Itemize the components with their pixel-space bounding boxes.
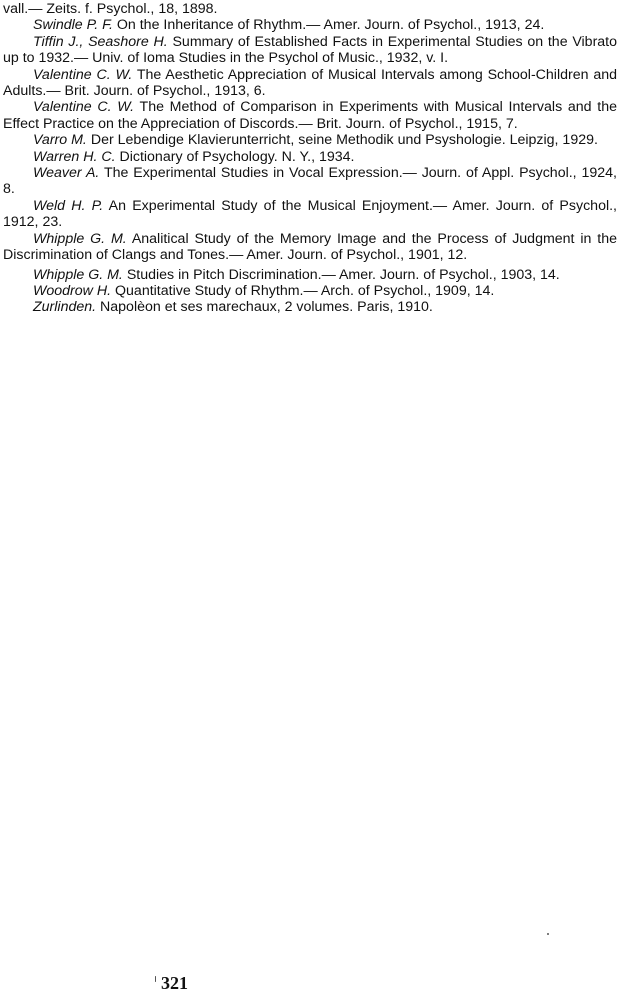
entry-text: Dictionary of Psychology. N. Y., 1934.: [115, 148, 355, 165]
entry-text: The Experimental Studies in Vocal Expression.— Journ. of Appl. Psychol., 1924, 8.: [3, 165, 617, 198]
bibliography-entry: [3, 17, 617, 33]
entry-author: Valentine C. W.: [33, 99, 135, 116]
bibliography-entry: [3, 99, 617, 132]
entry-text: On the Inheritance of Rhythm.— Amer. Journ. of Psychol., 1913, 24.: [112, 17, 545, 34]
entry-text: Analitical Study of the Memory Image and the Process of Judgment in the Discrimination of Clangs and Tones.— Amer. Journ. of Psychol., 1901, 12.: [3, 230, 617, 264]
entry-text: Studies in Pitch Discrimination.— Amer. Journ. of Psychol., 1903, 14.: [122, 266, 560, 283]
bibliography-list: [3, 1, 617, 316]
entry-author: Weld H. P.: [33, 197, 104, 214]
bibliography-entry: [3, 299, 617, 315]
entry-text: Summary of Established Facts in Experimental Studies on the Vibrato up to 1932.— Univ. of Ioma Studies in the Psychol of Music., 1932, v. I.: [3, 33, 618, 67]
bibliography-entry: [3, 132, 617, 148]
entry-author: Swindle P. F.: [33, 17, 113, 34]
print-mark: [155, 976, 156, 982]
bibliography-entry: [3, 283, 617, 299]
entry-author: Warren H. C.: [33, 148, 116, 165]
page-number: 321: [161, 973, 188, 993]
bibliography-entry: [3, 149, 617, 165]
entry-author: Woodrow H.: [33, 282, 112, 299]
entry-text: Der Lebendige Klavierunterricht, seine Methodik und Psyshologie. Leipzig, 1929.: [86, 132, 598, 149]
entry-author: Tiffin J., Seashore H.: [33, 33, 168, 50]
print-speck: [547, 933, 549, 935]
entry-text: Quantitative Study of Rhythm.— Arch. of Psychol., 1909, 14.: [111, 282, 495, 299]
bibliography-entry: [3, 267, 617, 283]
entry-author: Weaver A.: [33, 165, 100, 182]
bibliography-entry: [3, 67, 617, 100]
entry-author: Whipple G. M.: [33, 266, 123, 283]
entry-author: Zurlinden.: [33, 299, 97, 316]
entry-text: vall.— Zeits. f. Psychol., 18, 1898.: [3, 1, 218, 17]
bibliography-entry: [3, 1, 617, 17]
bibliography-entry: [3, 34, 617, 67]
entry-text: The Method of Comparison in Experiments with Musical Intervals and the Effect Practice on the Appreciation of Discords.— Brit. Journ. of Psychol., 1915, 7.: [3, 99, 617, 132]
entry-text: The Aesthetic Appreciation of Musical Intervals among School-Children and Adults.— Brit. Journ. of Psychol., 1913, 6.: [3, 66, 617, 100]
bibliography-entry: [3, 165, 617, 198]
entry-author: Whipple G. M.: [33, 230, 127, 247]
bibliography-entry: [3, 231, 617, 264]
entry-author: Varro M.: [33, 132, 87, 149]
entry-author: Valentine C. W.: [33, 66, 133, 83]
entry-text: Napolèon et ses marechaux, 2 volumes. Paris, 1910.: [96, 299, 433, 316]
entry-text: An Experimental Study of the Musical Enjoyment.— Amer. Journ. of Psychol., 1912, 23.: [3, 197, 617, 231]
bibliography-entry: [3, 198, 617, 231]
